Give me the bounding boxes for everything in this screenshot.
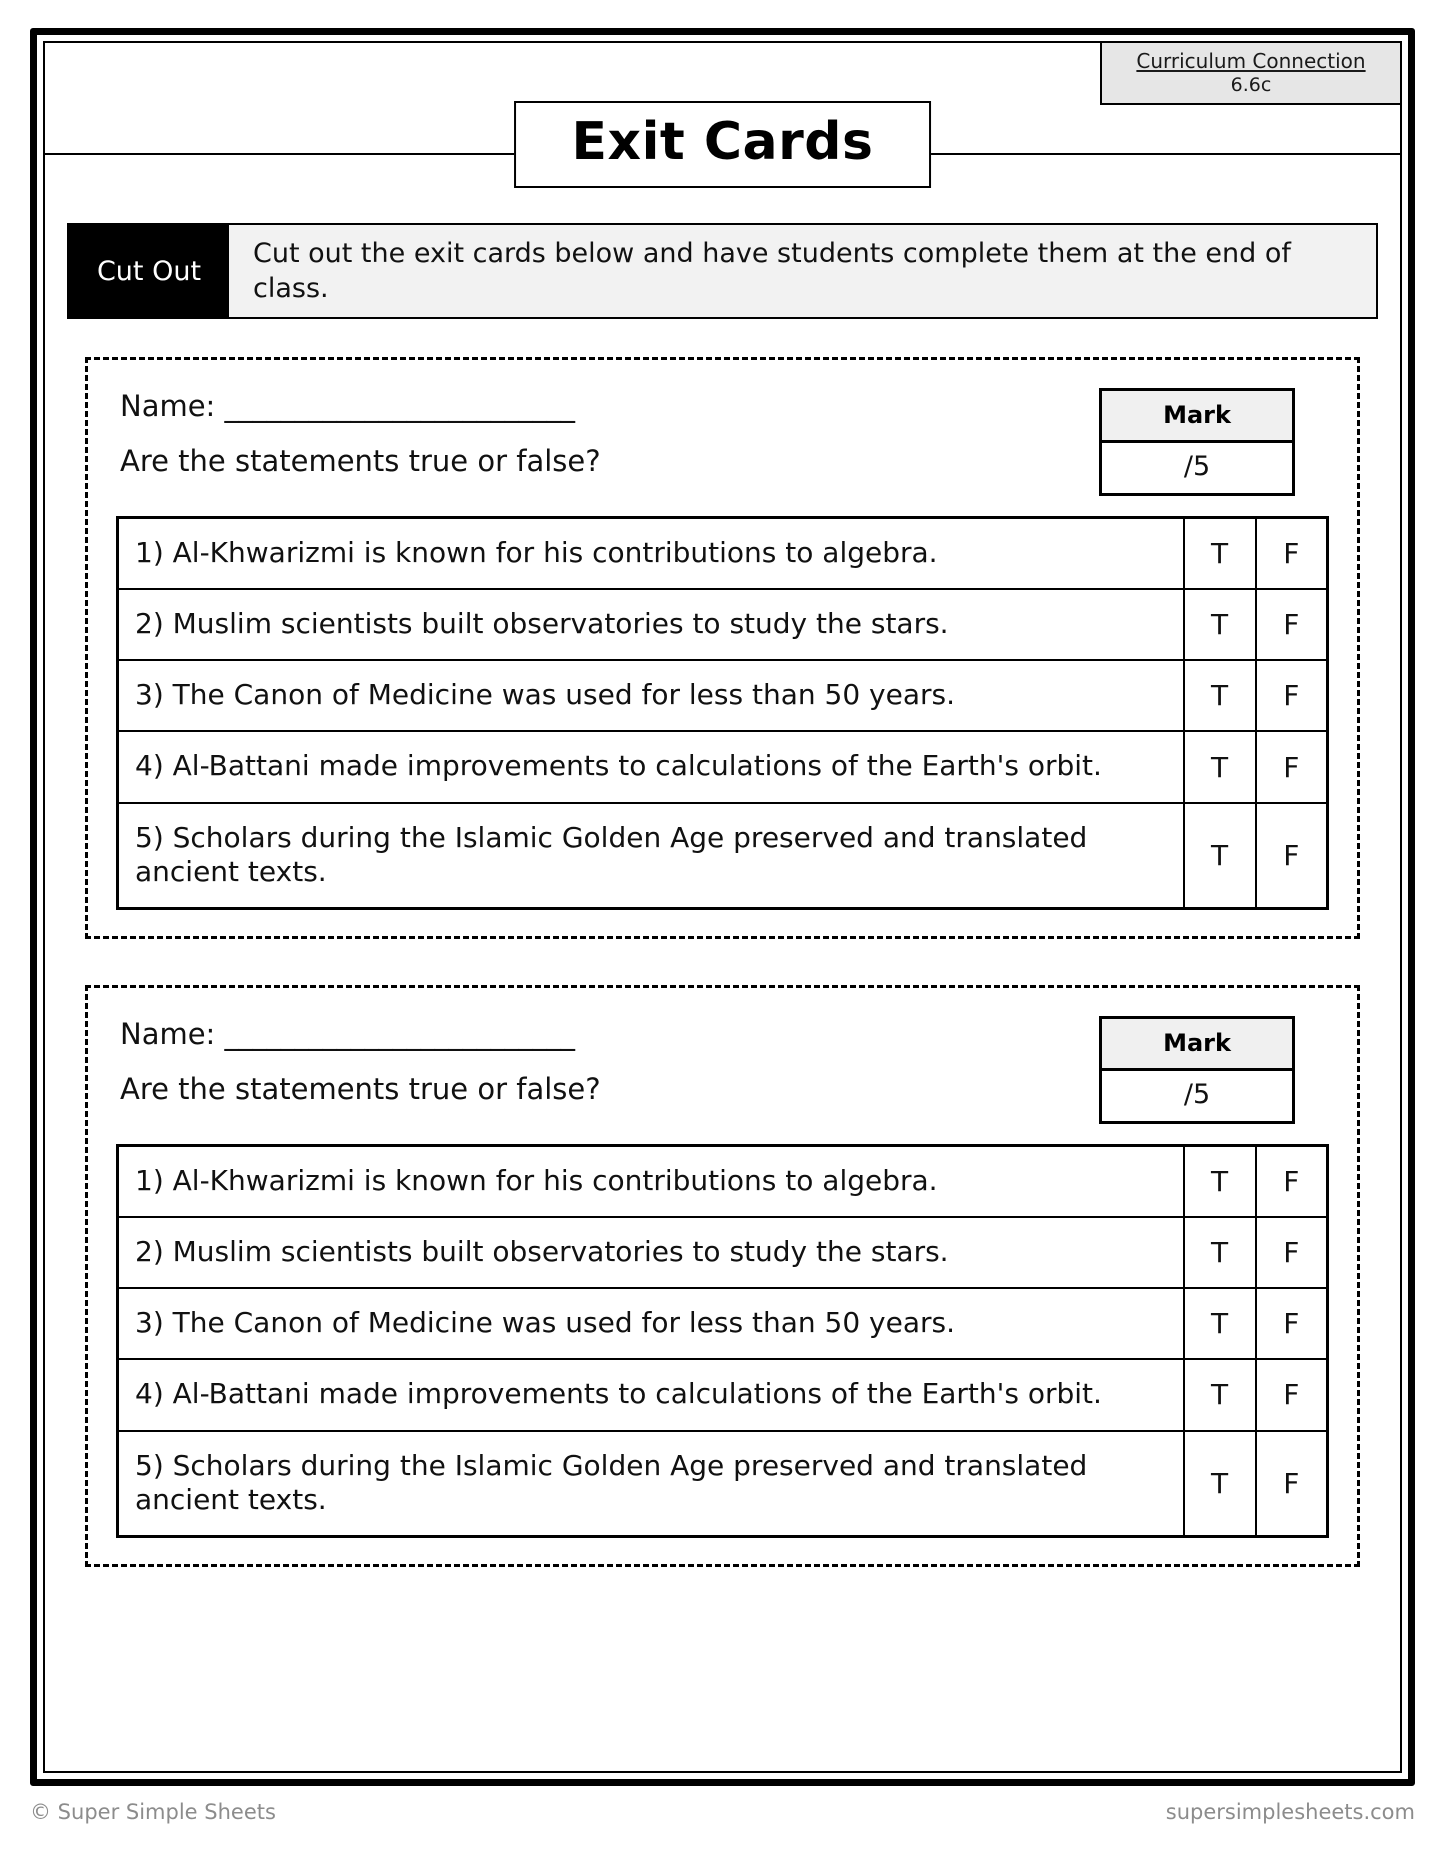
true-option[interactable]: T [1184,1431,1256,1537]
mark-header: Mark [1102,1019,1292,1071]
false-option[interactable]: F [1256,660,1328,731]
false-option[interactable]: F [1256,1359,1328,1430]
statement-text: 5) Scholars during the Islamic Golden Age preserved and translated ancient texts. [118,1431,1184,1537]
true-option[interactable]: T [1184,1217,1256,1288]
name-blank-line: _________________________ [224,1016,575,1051]
statement-text: 3) The Canon of Medicine was used for less than 50 years. [118,660,1184,731]
table-row [118,589,1328,660]
instruction-bar [67,223,1378,319]
card-1-statements-table [116,516,1329,910]
false-option[interactable]: F [1256,518,1328,590]
card-2-prompt: Are the statements true or false? [120,1072,601,1107]
false-option[interactable]: F [1256,731,1328,802]
card-2-header [116,1018,1329,1122]
copyright-text: © Super Simple Sheets [30,1800,276,1824]
card-2-mark-box [1099,1016,1295,1124]
true-option[interactable]: T [1184,731,1256,802]
card-1-header [116,390,1329,494]
mark-score-field[interactable]: /5 [1102,443,1292,493]
true-option[interactable]: T [1184,660,1256,731]
true-option[interactable]: T [1184,589,1256,660]
curriculum-connection-box [1100,43,1400,105]
statement-text: 1) Al-Khwarizmi is known for his contributions to algebra. [118,518,1184,590]
curriculum-connection-code: 6.6c [1230,73,1272,96]
instruction-text: Cut out the exit cards below and have students complete them at the end of class. [229,225,1376,317]
card-1-prompt: Are the statements true or false? [120,444,601,479]
false-option[interactable]: F [1256,803,1328,909]
statement-text: 4) Al-Battani made improvements to calculations of the Earth's orbit. [118,731,1184,802]
name-label: Name: [120,1016,216,1051]
true-option[interactable]: T [1184,803,1256,909]
page-outer-border [30,28,1415,1786]
card-2-statements-table [116,1144,1329,1538]
card-1-mark-box [1099,388,1295,496]
exit-card-1 [85,357,1360,939]
page-footer [30,1800,1415,1824]
table-row [118,1288,1328,1359]
false-option[interactable]: F [1256,1288,1328,1359]
page-title-box [514,101,932,188]
statement-text: 4) Al-Battani made improvements to calculations of the Earth's orbit. [118,1359,1184,1430]
statement-text: 2) Muslim scientists built observatories to study the stars. [118,1217,1184,1288]
page-title: Exit Cards [571,112,874,172]
table-row [118,731,1328,802]
table-row [118,1145,1328,1217]
statement-text: 2) Muslim scientists built observatories to study the stars. [118,589,1184,660]
table-row [118,803,1328,909]
true-option[interactable]: T [1184,1359,1256,1430]
true-option[interactable]: T [1184,518,1256,590]
statement-text: 3) The Canon of Medicine was used for less than 50 years. [118,1288,1184,1359]
mark-score-field[interactable]: /5 [1102,1071,1292,1121]
table-row [118,660,1328,731]
true-option[interactable]: T [1184,1145,1256,1217]
statement-text: 1) Al-Khwarizmi is known for his contributions to algebra. [118,1145,1184,1217]
table-row [118,1217,1328,1288]
false-option[interactable]: F [1256,1145,1328,1217]
true-option[interactable]: T [1184,1288,1256,1359]
name-blank-line: _________________________ [224,389,575,423]
exit-card-2 [85,985,1360,1567]
instruction-tag-label: Cut Out [69,225,229,317]
table-row [118,1431,1328,1537]
mark-header: Mark [1102,391,1292,443]
name-label: Name: [120,389,216,423]
page-header [45,43,1400,195]
false-option[interactable]: F [1256,1217,1328,1288]
table-row [118,1359,1328,1430]
curriculum-connection-label: Curriculum Connection [1136,48,1366,73]
page-inner-border [43,41,1402,1773]
table-row [118,518,1328,590]
statement-text: 5) Scholars during the Islamic Golden Age preserved and translated ancient texts. [118,803,1184,909]
false-option[interactable]: F [1256,1431,1328,1537]
false-option[interactable]: F [1256,589,1328,660]
website-link[interactable]: supersimplesheets.com [1165,1800,1415,1824]
